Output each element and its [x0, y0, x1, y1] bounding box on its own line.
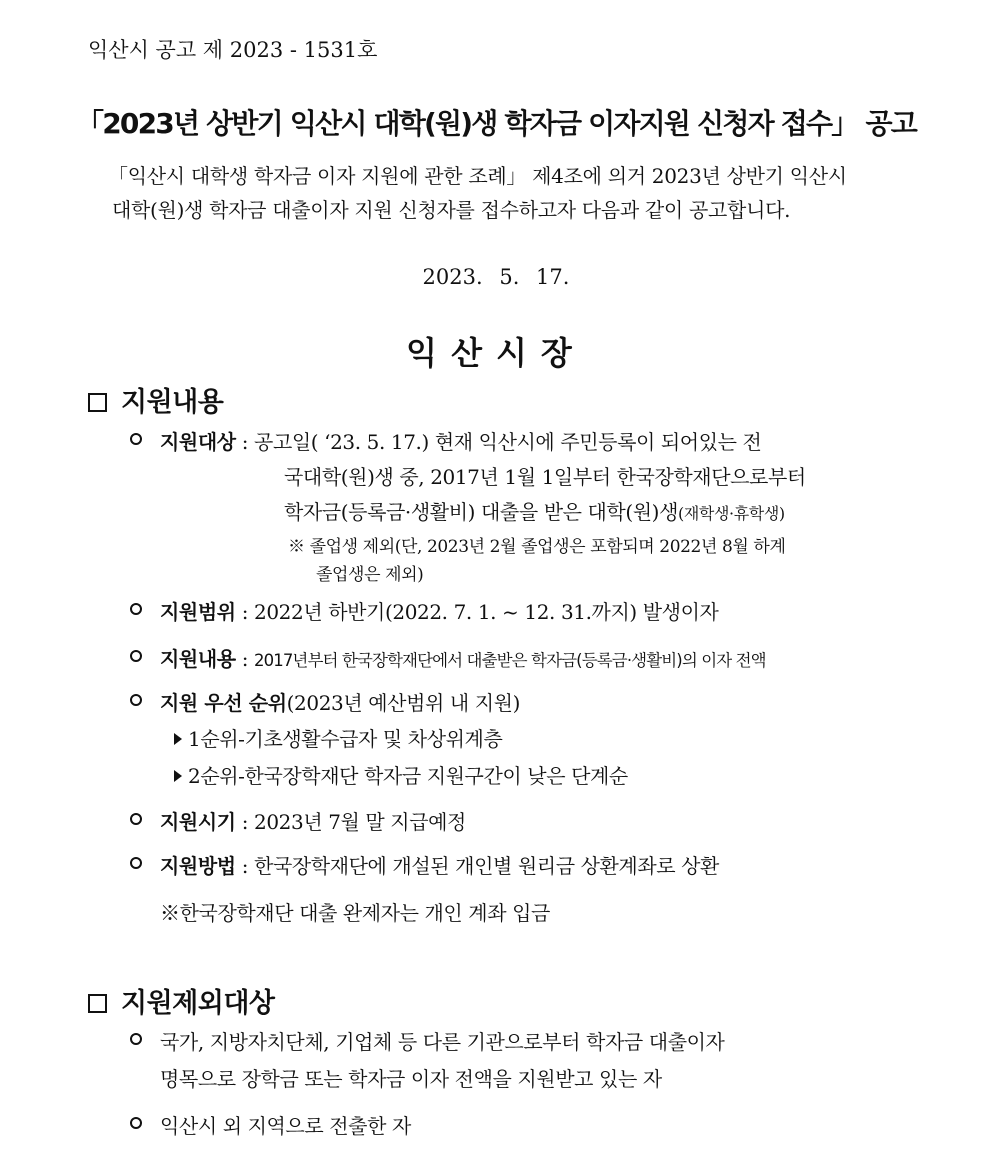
triangle-right-icon	[174, 733, 182, 745]
exclusion-item-2: 익산시 외 지역으로 전출한 자	[160, 1114, 411, 1138]
method-row: 지원방법 : 한국장학재단에 개설된 개인별 원리금 상환계좌로 상환	[160, 854, 719, 878]
scope-row: 지원범위 : 2022년 하반기(2022. 7. 1. ~ 12. 31.까지) 발생이자	[160, 600, 719, 624]
priority-row	[160, 687, 520, 716]
target-row: 지원대상 : 공고일( ‘23. 5. 17.) 현재 익산시에 주민등록이 되어있는 전	[160, 430, 762, 454]
target-note-2: 졸업생은 제외)	[316, 565, 424, 585]
issuer-name: 익산시장	[406, 334, 586, 372]
method-text: 한국장학재단에 개설된 개인별 원리금 상환계좌로 상환	[254, 854, 719, 878]
target-line-2: 국대학(원)생 중, 2017년 1월 1일부터 한국장학재단으로부터	[284, 465, 806, 489]
method-label: 지원방법	[160, 854, 236, 878]
checkbox-square-icon	[88, 994, 107, 1013]
hollow-circle-icon	[130, 694, 142, 706]
timing-label: 지원시기	[160, 810, 236, 834]
timing-row: 지원시기 : 2023년 7월 말 지급예정	[160, 810, 466, 834]
priority-item-1: 1순위-기초생활수급자 및 차상위계층	[188, 727, 503, 751]
intro-line-2: 대학(원)생 학자금 대출이자 지원 신청자를 접수하고자 다음과 같이 공고합니다.	[112, 198, 791, 222]
section-exclusion-heading: 지원제외대상	[121, 988, 275, 1019]
checkbox-square-icon	[88, 393, 107, 412]
content-row: 지원내용 : 2017년부터 한국장학재단에서 대출받은 학자금(등록금·생활비)의 이자 전액	[160, 647, 766, 671]
content-label: 지원내용	[160, 647, 236, 671]
target-note-1: ※ 졸업생 제외(단, 2023년 2월 졸업생은 포함되며 2022년 8월 하계	[288, 537, 786, 557]
exclusion-item-1-line-2: 명목으로 장학금 또는 학자금 이자 전액을 지원받고 있는 자	[160, 1067, 662, 1091]
section-support	[88, 380, 223, 419]
target-line-3: 학자금(등록금·생활비) 대출을 받은 대학(원)생	[284, 500, 679, 524]
priority-item-2: 2순위-한국장학재단 학자금 지원구간이 낮은 단계순	[188, 764, 628, 788]
target-line-3-row	[284, 496, 785, 525]
priority-label: 지원 우선 순위	[160, 691, 287, 715]
notice-date: 2023. 5. 17.	[422, 265, 570, 289]
hollow-circle-icon	[130, 1033, 142, 1045]
intro-line-1: 「익산시 대학생 학자금 이자 지원에 관한 조례」 제4조에 의거 2023년 상반기 익산시	[108, 164, 847, 188]
hollow-circle-icon	[130, 857, 142, 869]
notice-number: 익산시 공고 제 2023 - 1531호	[88, 38, 378, 62]
exclusion-item-1-line-1: 국가, 지방자치단체, 기업체 등 다른 기관으로부터 학자금 대출이자	[160, 1030, 725, 1054]
target-label: 지원대상	[160, 430, 236, 454]
priority-item	[174, 723, 502, 752]
content-text: 2017년부터 한국장학재단에서 대출받은 학자금(등록금·생활비)의 이자 전액	[254, 651, 766, 670]
page-title: 「2023년 상반기 익산시 대학(원)생 학자금 이자지원 신청자 접수」 공고	[76, 107, 916, 140]
section-support-heading: 지원내용	[121, 387, 224, 418]
scope-label: 지원범위	[160, 600, 236, 624]
priority-suffix: (2023년 예산범위 내 지원)	[286, 691, 520, 715]
scope-text: 2022년 하반기(2022. 7. 1. ~ 12. 31.까지) 발생이자	[254, 600, 719, 624]
section-exclusion	[88, 981, 275, 1020]
hollow-circle-icon	[130, 433, 142, 445]
target-line-3-small: (재학생·휴학생)	[678, 504, 785, 523]
timing-text: 2023년 7월 말 지급예정	[254, 810, 466, 834]
method-note: ※한국장학재단 대출 완제자는 개인 계좌 입금	[160, 901, 550, 925]
priority-item	[174, 760, 628, 789]
hollow-circle-icon	[130, 1117, 142, 1129]
target-line-1: 공고일( ‘23. 5. 17.) 현재 익산시에 주민등록이 되어있는 전	[254, 430, 762, 454]
hollow-circle-icon	[130, 603, 142, 615]
triangle-right-icon	[174, 770, 182, 782]
hollow-circle-icon	[130, 813, 142, 825]
hollow-circle-icon	[130, 650, 142, 662]
